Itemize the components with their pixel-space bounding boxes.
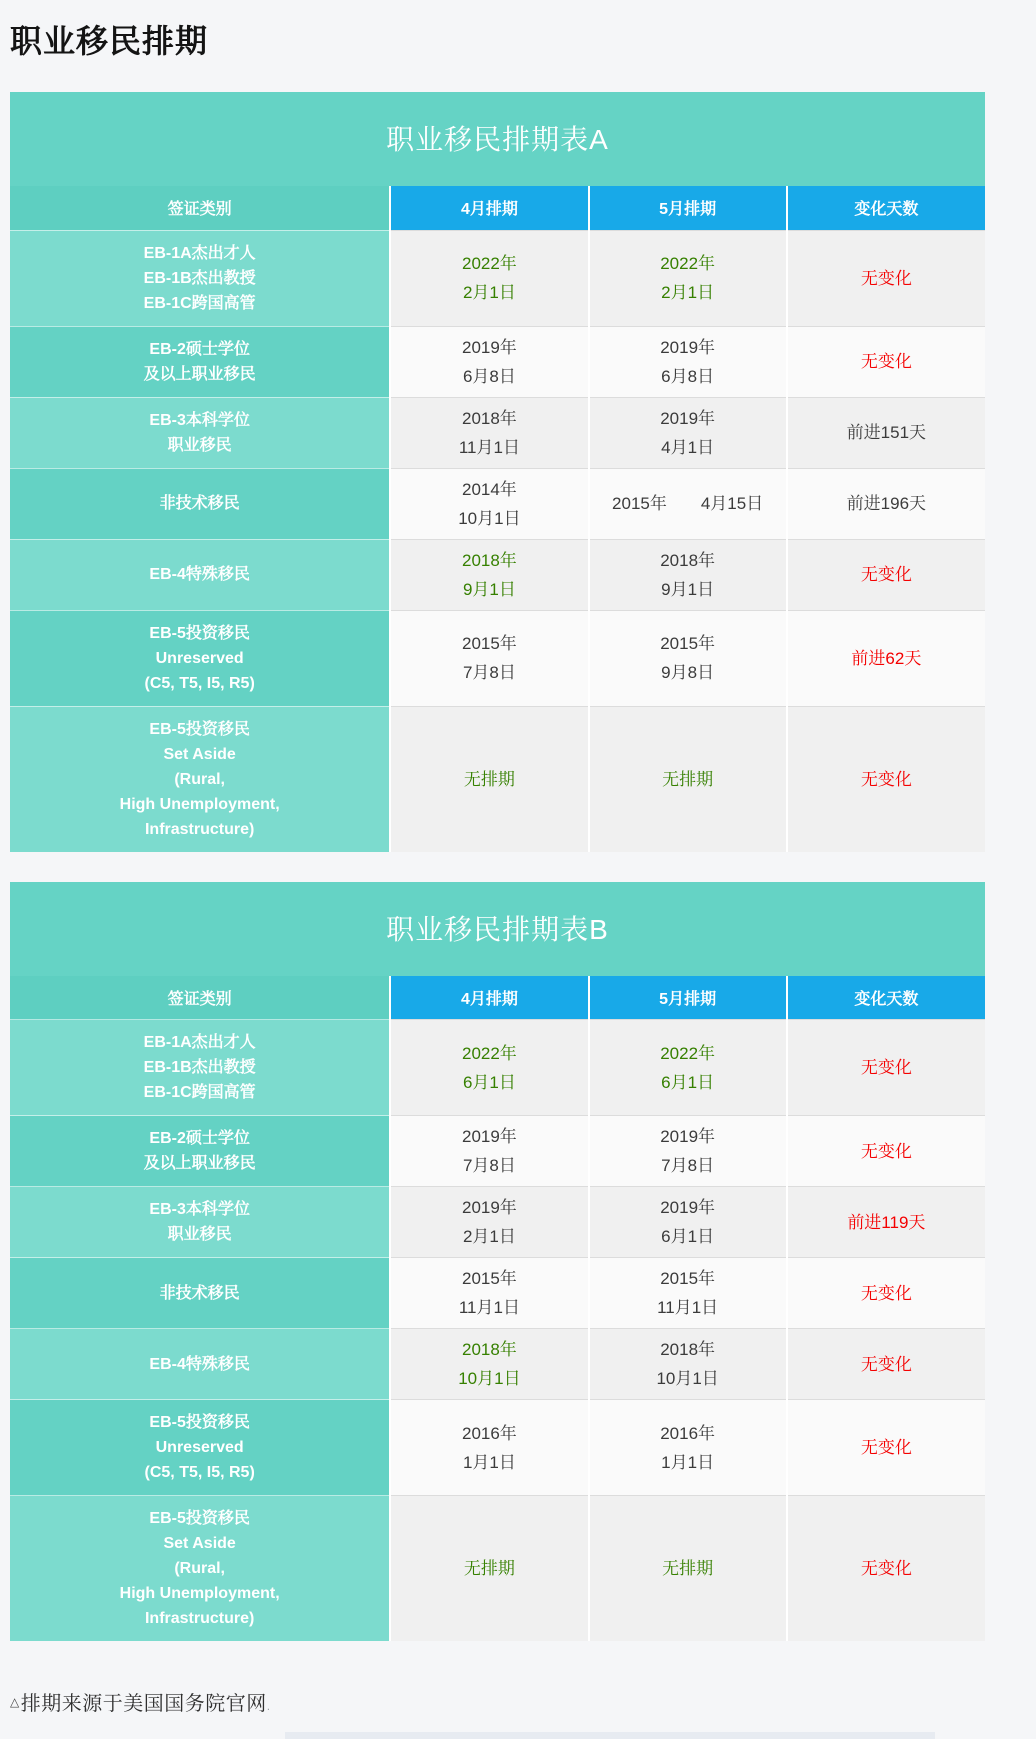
- date-line: 2018年: [660, 550, 716, 570]
- date-line: 2022年: [461, 254, 517, 273]
- footnote-text: 排期来源于美国国务院官网: [20, 1693, 267, 1715]
- change-days-cell: 无变化: [787, 539, 985, 610]
- date-line: 2022年: [660, 1043, 716, 1063]
- table-row: [10, 1116, 985, 1187]
- column-header-may-priority-date: 5月排期: [589, 186, 787, 230]
- may-date-cell: [589, 397, 787, 468]
- page-title: 职业移民排期: [10, 23, 209, 59]
- date-line: 11月1日: [458, 1298, 520, 1317]
- table-row: [10, 468, 985, 539]
- column-header-visa-type: 签证类别: [10, 186, 390, 230]
- may-date-cell: [589, 706, 787, 852]
- visa-type-line: EB-1B杰出教授: [143, 269, 256, 287]
- date-line: 2月1日: [462, 283, 516, 302]
- date-line: 10月1日: [458, 508, 521, 528]
- date-line: 2019年: [461, 337, 517, 357]
- date-line: 2015年 4月15日: [612, 494, 764, 513]
- visa-type-line: EB-3本科学位: [149, 411, 250, 429]
- date-line: 2019年: [461, 1198, 517, 1217]
- column-header-april-priority-date: 4月排期: [390, 186, 588, 230]
- date-line: 2018年: [461, 1340, 517, 1359]
- change-days-cell: 无变化: [787, 1258, 985, 1329]
- change-days-cell: 无变化: [787, 706, 985, 852]
- table-row: [10, 1187, 985, 1258]
- table-row: [10, 1400, 985, 1496]
- change-days-cell: 无变化: [787, 1020, 985, 1116]
- april-date-cell: [390, 1020, 588, 1116]
- visa-type-line: (C5, T5, I5, R5): [144, 674, 255, 692]
- date-line: 2016年: [660, 1423, 716, 1443]
- april-date-cell: [390, 468, 588, 539]
- column-header-change-days: 变化天数: [787, 186, 985, 230]
- visa-type-cell: [10, 610, 390, 706]
- may-date-cell: [589, 1496, 787, 1642]
- date-line: 2018年: [461, 550, 517, 570]
- table-row: [10, 230, 985, 326]
- date-line: 6月8日: [462, 366, 516, 386]
- change-days-cell: 前进119天: [787, 1187, 985, 1258]
- table-title: 职业移民排期表B: [10, 882, 985, 976]
- date-line: 11月1日: [458, 437, 520, 457]
- may-date-cell: [589, 1258, 787, 1329]
- visa-type-cell: [10, 468, 390, 539]
- visa-type-cell: [10, 230, 390, 326]
- table-header-row: [10, 186, 985, 230]
- table-header-row: [10, 976, 985, 1020]
- table-row: [10, 1329, 985, 1400]
- visa-type-line: EB-2硕士学位: [149, 340, 250, 358]
- table-body: [10, 230, 985, 852]
- date-line: 10月1日: [458, 1369, 521, 1388]
- date-line: 2015年: [660, 634, 716, 653]
- date-line: 无排期: [463, 769, 515, 789]
- date-line: 2019年: [660, 1198, 716, 1217]
- may-date-cell: [589, 1187, 787, 1258]
- visa-type-line: High Unemployment,: [119, 795, 280, 813]
- visa-type-line: EB-1B杰出教授: [143, 1059, 256, 1076]
- date-line: 9月8日: [661, 663, 715, 682]
- may-date-cell: [589, 610, 787, 706]
- date-line: 无排期: [662, 769, 714, 789]
- visa-type-line: EB-1A杰出才人: [143, 1034, 256, 1051]
- may-date-cell: [589, 468, 787, 539]
- table-row: [10, 1496, 985, 1642]
- date-line: 2015年: [461, 1269, 517, 1288]
- visa-type-line: EB-5投资移民: [149, 1414, 250, 1431]
- april-date-cell: [390, 1329, 588, 1400]
- visa-type-line: 非技术移民: [159, 1284, 240, 1302]
- visa-type-line: High Unemployment,: [119, 1585, 280, 1602]
- visa-type-cell: [10, 1187, 390, 1258]
- may-date-cell: [589, 1329, 787, 1400]
- april-date-cell: [390, 1258, 588, 1329]
- date-line: 6月1日: [462, 1072, 516, 1092]
- table-row: [10, 610, 985, 706]
- footnote-triangle-marker: △: [10, 1695, 20, 1709]
- change-days-cell: 前进151天: [787, 397, 985, 468]
- april-date-cell: [390, 610, 588, 706]
- visa-type-line: Set Aside: [163, 745, 236, 763]
- date-line: 6月8日: [661, 366, 715, 386]
- change-days-cell: 前进62天: [787, 610, 985, 706]
- table-row: [10, 706, 985, 852]
- date-line: 2018年: [461, 408, 517, 428]
- visa-type-cell: [10, 1496, 390, 1642]
- date-line: 2019年: [461, 1127, 517, 1146]
- visa-type-line: (C5, T5, I5, R5): [144, 1464, 255, 1481]
- date-line: 2016年: [461, 1423, 517, 1443]
- visa-type-line: 非技术移民: [159, 495, 240, 512]
- footnote-suffix: .: [266, 1699, 271, 1713]
- visa-type-line: Infrastructure): [144, 1610, 255, 1627]
- visa-type-cell: [10, 706, 390, 852]
- date-line: 9月1日: [661, 579, 715, 599]
- bottom-divider: [285, 1732, 935, 1739]
- visa-type-cell: [10, 1116, 390, 1187]
- table-row: [10, 397, 985, 468]
- may-date-cell: [589, 1116, 787, 1187]
- date-line: 2019年: [660, 1127, 716, 1146]
- april-date-cell: [390, 539, 588, 610]
- april-date-cell: [390, 326, 588, 397]
- column-header-may-priority-date: 5月排期: [589, 976, 787, 1020]
- date-line: 2022年: [461, 1043, 517, 1063]
- column-header-visa-type: 签证类别: [10, 976, 390, 1020]
- visa-type-line: Infrastructure): [144, 820, 255, 838]
- footnote: [10, 1687, 1036, 1716]
- date-line: 2019年: [660, 337, 716, 357]
- visa-type-line: EB-3本科学位: [149, 1201, 250, 1218]
- may-date-cell: [589, 1020, 787, 1116]
- visa-type-line: EB-5投资移民: [149, 1510, 250, 1527]
- date-line: 2月1日: [661, 283, 715, 302]
- visa-type-line: EB-4特殊移民: [149, 1355, 250, 1373]
- visa-type-line: EB-5投资移民: [149, 720, 250, 738]
- may-date-cell: [589, 1400, 787, 1496]
- may-date-cell: [589, 326, 787, 397]
- date-line: 6月1日: [661, 1227, 715, 1246]
- visa-type-cell: [10, 326, 390, 397]
- date-line: 2019年: [660, 408, 716, 428]
- date-line: 1月1日: [462, 1452, 516, 1472]
- visa-type-line: EB-5投资移民: [149, 624, 250, 642]
- april-date-cell: [390, 1400, 588, 1496]
- april-date-cell: [390, 1116, 588, 1187]
- date-line: 6月1日: [661, 1072, 715, 1092]
- date-line: 7月8日: [661, 1156, 715, 1175]
- visa-type-cell: [10, 1329, 390, 1400]
- visa-type-cell: [10, 1258, 390, 1329]
- visa-type-line: 及以上职业移民: [143, 1155, 256, 1172]
- visa-type-line: (Rural,: [174, 1560, 225, 1577]
- april-date-cell: [390, 1187, 588, 1258]
- date-line: 无排期: [463, 1559, 515, 1578]
- visa-type-line: EB-4特殊移民: [149, 566, 250, 583]
- visa-type-cell: [10, 1020, 390, 1116]
- table-row: [10, 326, 985, 397]
- visa-type-line: 职业移民: [167, 1226, 232, 1243]
- visa-type-line: EB-1C跨国高管: [143, 1084, 256, 1101]
- visa-type-line: Set Aside: [163, 1535, 236, 1552]
- table-title: 职业移民排期表A: [10, 92, 985, 186]
- april-date-cell: [390, 397, 588, 468]
- table-row: [10, 1020, 985, 1116]
- change-days-cell: 无变化: [787, 1496, 985, 1642]
- date-line: 2018年: [660, 1340, 716, 1359]
- april-date-cell: [390, 706, 588, 852]
- column-header-change-days: 变化天数: [787, 976, 985, 1020]
- change-days-cell: 前进196天: [787, 468, 985, 539]
- visa-bulletin-table: [10, 882, 985, 1642]
- change-days-cell: 无变化: [787, 1400, 985, 1496]
- may-date-cell: [589, 539, 787, 610]
- visa-type-line: (Rural,: [174, 770, 225, 788]
- date-line: 4月1日: [661, 437, 715, 457]
- may-date-cell: [589, 230, 787, 326]
- visa-type-line: EB-2硕士学位: [149, 1130, 250, 1147]
- date-line: 10月1日: [656, 1369, 719, 1388]
- table-row: [10, 539, 985, 610]
- visa-type-line: EB-1A杰出才人: [143, 244, 256, 262]
- date-line: 无排期: [662, 1559, 714, 1578]
- april-date-cell: [390, 230, 588, 326]
- visa-type-cell: [10, 539, 390, 610]
- date-line: 9月1日: [462, 579, 516, 599]
- change-days-cell: 无变化: [787, 230, 985, 326]
- visa-bulletin-table: [10, 92, 985, 852]
- visa-type-line: Unreserved: [155, 1439, 244, 1456]
- visa-type-line: 职业移民: [167, 436, 232, 454]
- date-line: 11月1日: [657, 1298, 719, 1317]
- date-line: 2014年: [461, 479, 517, 499]
- visa-type-cell: [10, 1400, 390, 1496]
- date-line: 2月1日: [462, 1227, 516, 1246]
- change-days-cell: 无变化: [787, 326, 985, 397]
- visa-type-line: 及以上职业移民: [143, 365, 256, 383]
- date-line: 7月8日: [462, 1156, 516, 1175]
- april-date-cell: [390, 1496, 588, 1642]
- date-line: 2015年: [461, 634, 517, 653]
- visa-type-cell: [10, 397, 390, 468]
- date-line: 1月1日: [661, 1452, 715, 1472]
- tables-section: [0, 92, 1036, 1641]
- column-header-april-priority-date: 4月排期: [390, 976, 588, 1020]
- date-line: 2015年: [660, 1269, 716, 1288]
- date-line: 7月8日: [462, 663, 516, 682]
- visa-type-line: EB-1C跨国高管: [143, 294, 256, 312]
- table-body: [10, 1020, 985, 1642]
- table-row: [10, 1258, 985, 1329]
- change-days-cell: 无变化: [787, 1329, 985, 1400]
- visa-type-line: Unreserved: [155, 649, 244, 667]
- change-days-cell: 无变化: [787, 1116, 985, 1187]
- date-line: 2022年: [660, 254, 716, 273]
